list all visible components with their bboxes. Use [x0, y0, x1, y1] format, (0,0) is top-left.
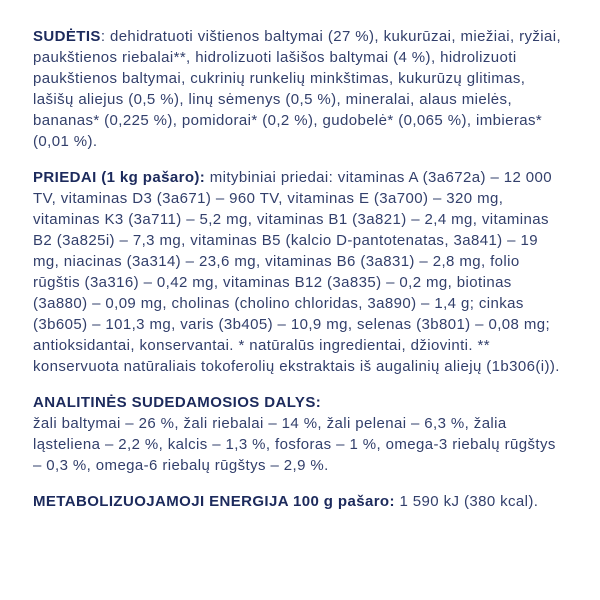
metabolizable-energy-heading: METABOLIZUOJAMOJI ENERGIJA 100 g pašaro:	[33, 493, 395, 510]
additives-heading: PRIEDAI (1 kg pašaro):	[33, 169, 206, 186]
composition-heading: SUDĖTIS	[33, 28, 101, 45]
section-additives	[33, 167, 567, 377]
additives-body: mitybiniai priedai: vitaminas A (3a672a) – 12 000 TV, vitaminas D3 (3a671) – 960 TV, vitaminas E (3a700) – 320 mg, vitaminas K3 (3a711) – 5,2 mg, vitaminas B1 (3a821) – 2,4 mg, vitaminas B2 (3a825i) – 7,3 mg, vitaminas B5 (kalcio D-pantotenatas, 3a841) – 19 mg, niacinas (3a314) – 23,6 mg, vitaminas B6 (3a831) – 2,8 mg, folio rūgštis (3a316) – 0,42 mg, vitaminas B12 (3a835) – 0,2 mg, biotinas (3a880) – 0,09 mg, cholinas (cholino chloridas, 3a890) – 1,4 g; cinkas (3b605) – 101,3 mg, varis (3b405) – 10,9 mg, selenas (3b801) – 0,08 mg; antioksidantai, konservantai. * natūralūs ingredientai, džiovinti. ** konservuota natūraliais tokoferolių ekstraktais iš augalinių aliejų (1b306(i)).	[33, 169, 560, 375]
section-metabolizable-energy	[33, 491, 567, 512]
analytical-constituents-heading: ANALITINĖS SUDEDAMOSIOS DALYS:	[33, 394, 322, 411]
section-analytical-constituents	[33, 392, 567, 476]
composition-body: : dehidratuoti vištienos baltymai (27 %), kukurūzai, miežiai, ryžiai, paukštienos riebalai**, hidrolizuoti lašišos baltymai (4 %), hidrolizuoti paukštienos baltymai, cukrinių runkelių minkštimas, kukurūzų glitimas, lašišų aliejus (0,5 %), linų sėmenys (0,5 %), mineralai, alaus mielės, bananas* (0,225 %), pomidorai* (0,2 %), gudobelė* (0,065 %), imbieras* (0,01 %).	[33, 28, 562, 150]
analytical-constituents-body: žali baltymai – 26 %, žali riebalai – 14 %, žali pelenai – 6,3 %, žalia ląsteliena – 2,2 %, kalcis – 1,3 %, fosforas – 1 %, omega-3 riebalų rūgštys – 0,3 %, omega-6 riebalų rūgštys – 2,9 %.	[33, 415, 556, 474]
metabolizable-energy-body: 1 590 kJ (380 kcal).	[394, 493, 539, 510]
section-composition	[33, 26, 567, 152]
